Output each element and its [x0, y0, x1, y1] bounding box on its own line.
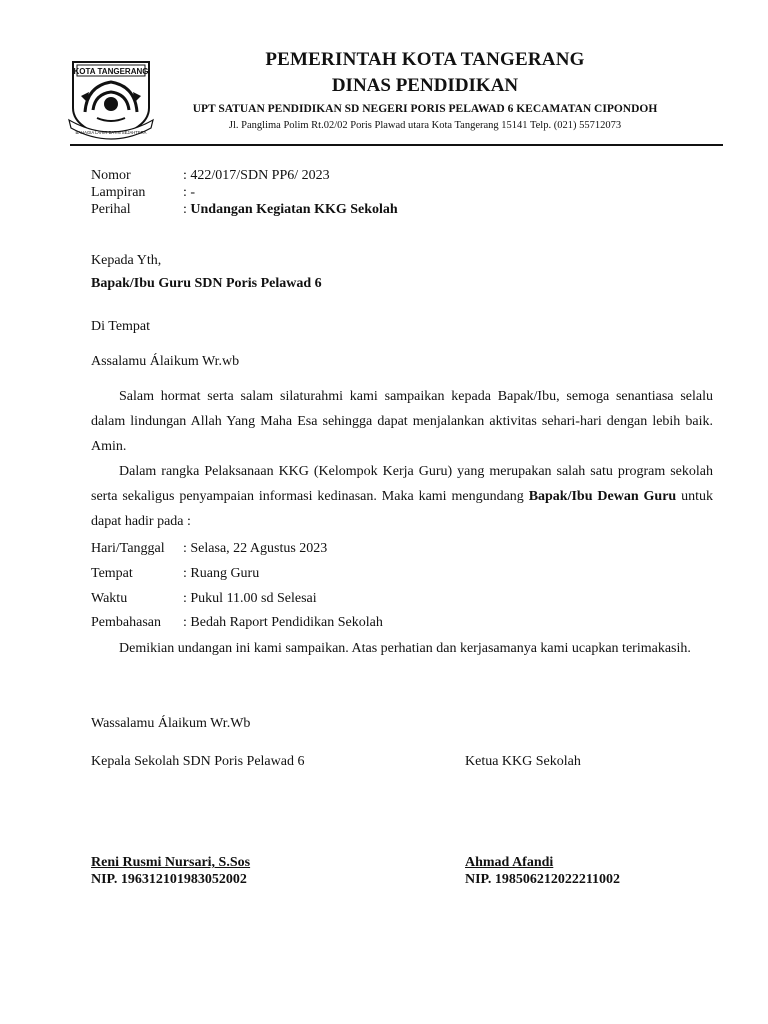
right-signatory-title: Ketua KKG Sekolah [465, 754, 581, 769]
paragraph-3-text: Demikian undangan ini kami sampaikan. Atas perhatian dan kerjasamanya kami ucapkan terimakasih. [119, 641, 691, 656]
greeting: Assalamu Álaikum Wr.wb [91, 354, 240, 369]
perihal-value-row [183, 202, 398, 218]
detail-tempat-value: : Ruang Guru [183, 566, 260, 581]
detail-tempat-label: Tempat [91, 566, 133, 581]
recipient-place: Di Tempat [91, 319, 151, 334]
perihal-subject: Undangan Kegiatan KKG Sekolah [190, 202, 398, 217]
body-paragraph-1 [91, 384, 713, 459]
left-signatory-nip: NIP. 196312101983052002 [91, 872, 247, 887]
letterhead-department: DINAS PENDIDIKAN [331, 75, 519, 96]
body-paragraph-2 [91, 459, 713, 534]
letterhead-address: Jl. Panglima Polim Rt.02/02 Poris Plawad utara Kota Tangerang 15141 Telp. (021) 55712073 [228, 120, 622, 131]
lampiran-value: : - [183, 185, 196, 200]
letterhead [150, 48, 700, 133]
closing-salutation: Wassalamu Álaikum Wr.Wb [91, 716, 251, 731]
detail-pembahasan-label: Pembahasan [91, 615, 161, 630]
right-signatory-name: Ahmad Afandi [465, 855, 554, 870]
perihal-label: Perihal [91, 202, 131, 217]
paragraph-2-bold: Bapak/Ibu Dewan Guru [528, 489, 677, 504]
svg-text:KOTA TANGERANG: KOTA TANGERANG [73, 67, 149, 76]
letterhead-school: UPT SATUAN PENDIDIKAN SD NEGERI PORIS PELAWAD 6 KECAMATAN CIPONDOH [192, 103, 658, 115]
recipient-name: Bapak/Ibu Guru SDN Poris Pelawad 6 [91, 276, 322, 291]
detail-waktu-value: : Pukul 11.00 sd Selesai [183, 591, 317, 606]
body-paragraph-3 [91, 636, 713, 661]
paragraph-2-text [91, 459, 713, 534]
detail-hari-label: Hari/Tanggal [91, 541, 165, 556]
recipient-kepada: Kepada Yth, [91, 253, 162, 268]
lampiran-label: Lampiran [91, 185, 146, 200]
city-emblem-logo [67, 52, 155, 140]
detail-hari-value: : Selasa, 22 Agustus 2023 [183, 541, 328, 556]
nomor-label: Nomor [91, 168, 131, 183]
perihal-colon: : [183, 202, 191, 217]
paragraph-2-part-b: untuk dapat hadir pada : [91, 489, 713, 529]
detail-waktu-label: Waktu [91, 591, 128, 606]
paragraph-1-text: Salam hormat serta salam silaturahmi kami sampaikan kepada Bapak/Ibu, semoga senantiasa selalu dalam lindungan Allah Yang Maha Esa sehingga dapat menjalankan aktivitas sehari-hari dengan lebih baik. Amin. [91, 389, 713, 454]
left-signatory-title: Kepala Sekolah SDN Poris Pelawad 6 [91, 754, 305, 769]
letterhead-government: PEMERINTAH KOTA TANGERANG [265, 49, 585, 70]
detail-pembahasan-value: : Bedah Raport Pendidikan Sekolah [183, 615, 383, 630]
letterhead-divider [70, 144, 723, 146]
left-signatory-name: Reni Rusmi Nursari, S.Sos [91, 855, 251, 870]
nomor-value: : 422/017/SDN PP6/ 2023 [183, 168, 330, 183]
paragraph-2-part-a: Dalam rangka Pelaksanaan KKG (Kelompok Kerja Guru) yang merupakan salah satu program sekolah serta sekaligus penyampaian informasi kedinasan. Maka kami mengundang [91, 464, 713, 504]
right-signatory-nip: NIP. 198506212022211002 [465, 872, 621, 887]
svg-text:BAHAGIA LAHIR BATIN SEJAHTERA: BAHAGIA LAHIR BATIN SEJAHTERA [75, 130, 147, 135]
